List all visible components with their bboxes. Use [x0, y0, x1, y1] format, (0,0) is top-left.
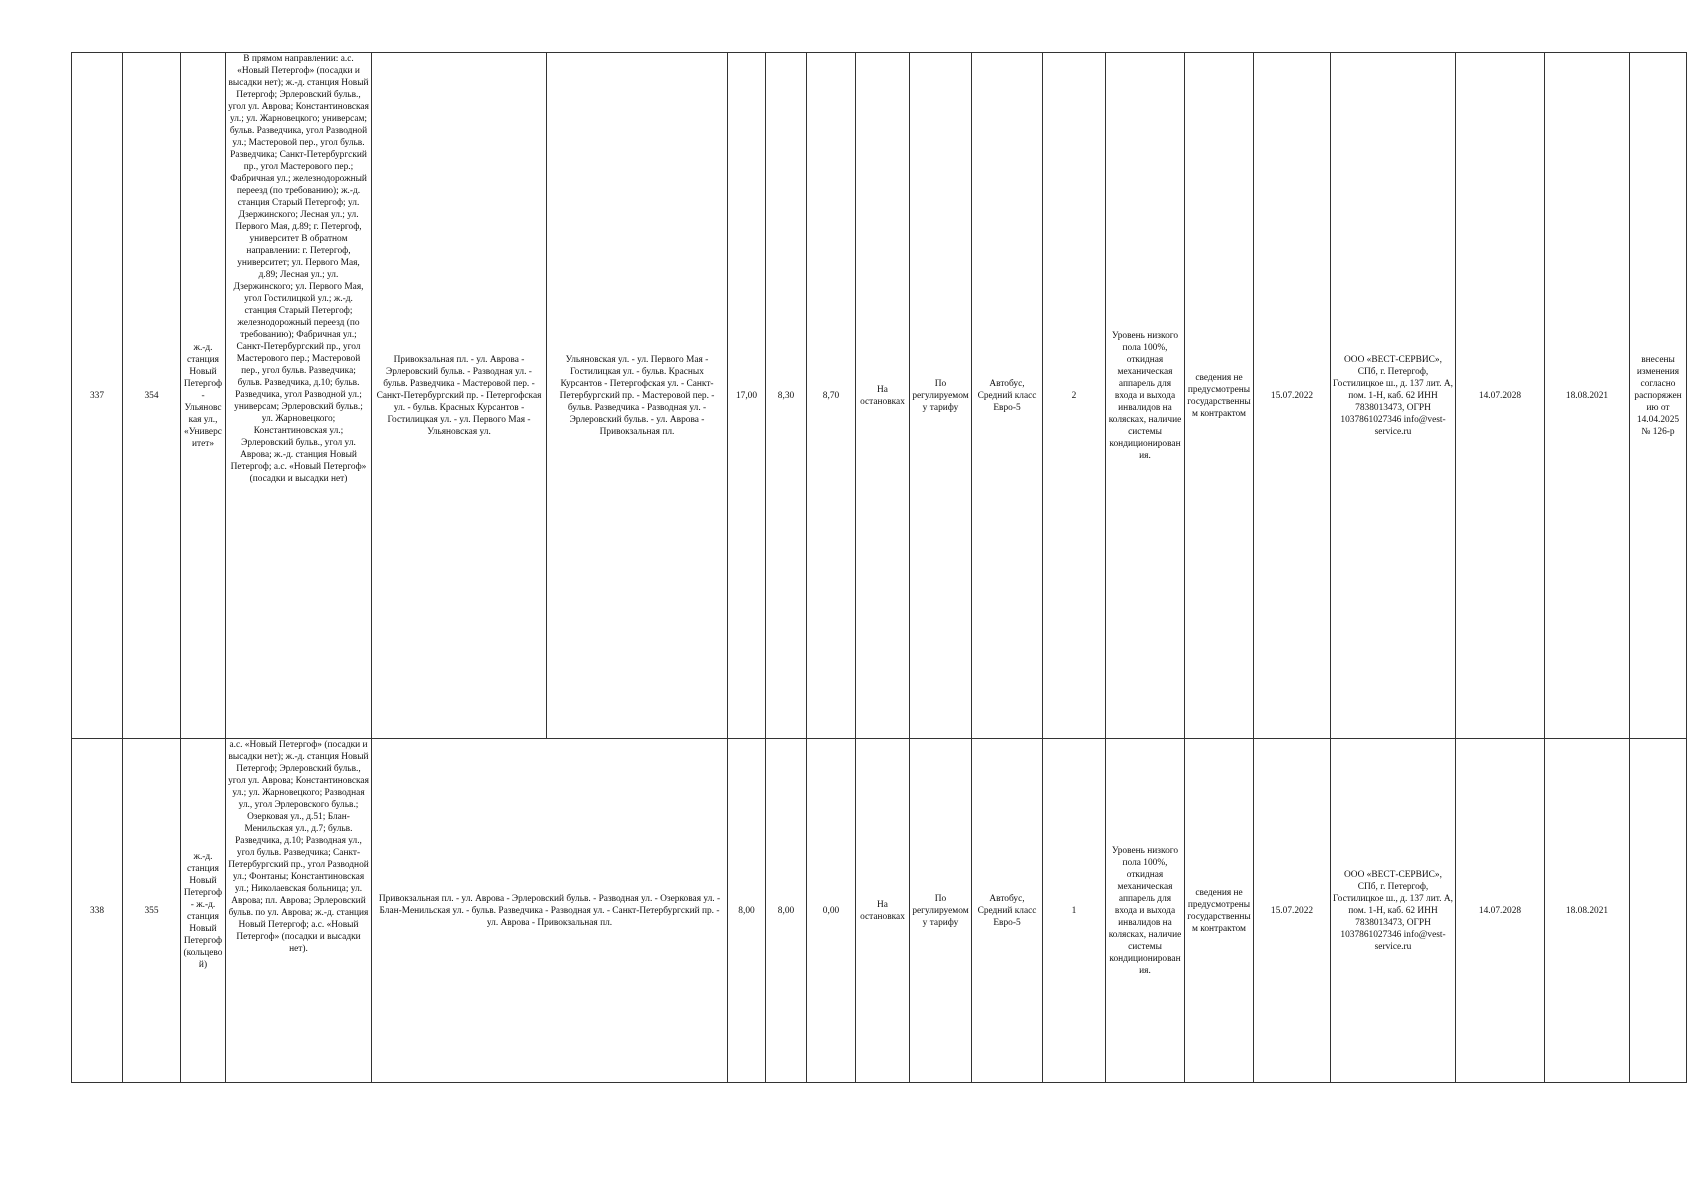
contract-info: сведения не предусмотрены государственным контрактом	[1185, 739, 1254, 1083]
notes: внесены изменения согласно распоряжению от 14.04.2025 № 126-р	[1630, 53, 1687, 739]
boarding-order: На остановках	[856, 53, 910, 739]
route-stops: В прямом направлении: а.с. «Новый Петергоф» (посадки и высадки нет); ж.-д. станция Новый Петергоф; Эрлеровский бульв., угол ул. Аврова; Константиновская ул.; ул. Жарновецкого; универсам; бульв. Разведчика, угол Разводной ул.; Мастеровой пер., угол бульв. Разведчика; Санкт-Петербургский пр., угол Мастерового пер.; Фабричная ул.; железнодорожный переезд (по требованию); ж.-д. станция Старый Петергоф; ул. Дзержинского; Лесная ул.; ул. Первого Мая, д.89; г. Петергоф, университет В обратном направлении: г. Петергоф, университет; ул. Первого Мая, д.89; Лесная ул.; ул. Дзержинского; ул. Первого Мая, угол Гостилицкой ул.; ж.-д. станция Старый Петергоф; железнодорожный переезд (по требованию); Фабричная ул.; Санкт-Петербургский пр., угол Мастерового пер.; Мастеровой пер., угол бульв. Разведчика; бульв. Разведчика, д.10; бульв. Разведчика, угол Разводной ул.; универсам; Эрлеровский бульв.; ул. Жарновецкого; Константиновская ул.; Эрлеровский бульв., угол ул. Аврова; ж.-д. станция Новый Петергоф; а.с. «Новый Петергоф» (посадки и высадки нет)	[226, 53, 372, 739]
table-row	[72, 53, 1687, 739]
vehicle-count: 1	[1043, 739, 1106, 1083]
streets-forward: Привокзальная пл. - ул. Аврова - Эрлеровский бульв. - Разводная ул. - бульв. Разведчика - Мастеровой пер. - Санкт-Петербургский пр. - Петергофская ул. - бульв. Красных Курсантов - Гостилицкая ул. - ул. Первого Мая - Ульяновская ул.	[372, 53, 547, 739]
route-name: ж.-д. станция Новый Петергоф - ж.-д. станция Новый Петергоф (кольцевой)	[181, 739, 226, 1083]
start-date: 15.07.2022	[1254, 53, 1331, 739]
tariff-type: По регулируемому тарифу	[910, 53, 972, 739]
row-number: 338	[72, 739, 123, 1083]
route-length-forward: 8,30	[766, 53, 807, 739]
row-number: 337	[72, 53, 123, 739]
vehicle-features: Уровень низкого пола 100%, откидная механическая аппарель для входа и выхода инвалидов на колясках, наличие системы кондиционирования.	[1106, 53, 1185, 739]
route-length-total: 17,00	[728, 53, 766, 739]
route-name: ж.-д. станция Новый Петергоф - Ульяновская ул., «Университет»	[181, 53, 226, 739]
change-date: 18.08.2021	[1545, 53, 1630, 739]
carrier-info: ООО «ВЕСТ-СЕРВИС», СПб, г. Петергоф, Гостилицкое ш., д. 137 лит. А, пом. 1-Н, каб. 62 ИНН 7838013473, ОГРН 1037861027346 info@vest-service.ru	[1331, 53, 1456, 739]
route-length-backward: 0,00	[807, 739, 856, 1083]
table-row	[72, 739, 1687, 1083]
vehicle-count: 2	[1043, 53, 1106, 739]
route-reg-number: 355	[123, 739, 181, 1083]
tariff-type: По регулируемому тарифу	[910, 739, 972, 1083]
vehicle-type: Автобус, Средний класс Евро-5	[972, 739, 1043, 1083]
contract-info: сведения не предусмотрены государственным контрактом	[1185, 53, 1254, 739]
route-stops: а.с. «Новый Петергоф» (посадки и высадки нет); ж.-д. станция Новый Петергоф; Эрлеровский бульв., угол ул. Аврова; Константиновская ул.; ул. Жарновецкого; Разводная ул., угол Эрлеровского бульв.; Озерковая ул., д.51; Блан-Менильская ул., д.7; бульв. Разведчика, д.10; Разводная ул., угол бульв. Разведчика; Санкт-Петербургский пр., угол Разводной ул.; Фонтаны; Константиновская ул.; Николаевская больница; ул. Аврова; пл. Аврова; Эрлеровский бульв. по ул. Аврова; ж.-д. станция Новый Петергоф; а.с. «Новый Петергоф» (посадки и высадки нет).	[226, 739, 372, 1083]
carrier-info: ООО «ВЕСТ-СЕРВИС», СПб, г. Петергоф, Гостилицкое ш., д. 137 лит. А, пом. 1-Н, каб. 62 ИНН 7838013473, ОГРН 1037861027346 info@vest-service.ru	[1331, 739, 1456, 1083]
start-date: 15.07.2022	[1254, 739, 1331, 1083]
boarding-order: На остановках	[856, 739, 910, 1083]
notes	[1630, 739, 1687, 1083]
end-date: 14.07.2028	[1456, 53, 1545, 739]
route-length-total: 8,00	[728, 739, 766, 1083]
vehicle-type: Автобус, Средний класс Евро-5	[972, 53, 1043, 739]
route-register-table	[71, 52, 1687, 1083]
route-reg-number: 354	[123, 53, 181, 739]
streets-backward: Ульяновская ул. - ул. Первого Мая - Гостилицкая ул. - бульв. Красных Курсантов - Петергофская ул. - Санкт-Петербургский пр. - Мастеровой пер. - бульв. Разведчика - Разводная ул. - Эрлеровский бульв. - ул. Аврова - Привокзальная пл.	[547, 53, 728, 739]
route-length-backward: 8,70	[807, 53, 856, 739]
vehicle-features: Уровень низкого пола 100%, откидная механическая аппарель для входа и выхода инвалидов на колясках, наличие системы кондиционирования.	[1106, 739, 1185, 1083]
route-length-forward: 8,00	[766, 739, 807, 1083]
end-date: 14.07.2028	[1456, 739, 1545, 1083]
change-date: 18.08.2021	[1545, 739, 1630, 1083]
streets-circular: Привокзальная пл. - ул. Аврова - Эрлеровский бульв. - Разводная ул. - Озерковая ул. - Блан-Менильская ул. - бульв. Разведчика - Разводная ул. - Санкт-Петербургский пр. - ул. Аврова - Привокзальная пл.	[372, 739, 728, 1083]
